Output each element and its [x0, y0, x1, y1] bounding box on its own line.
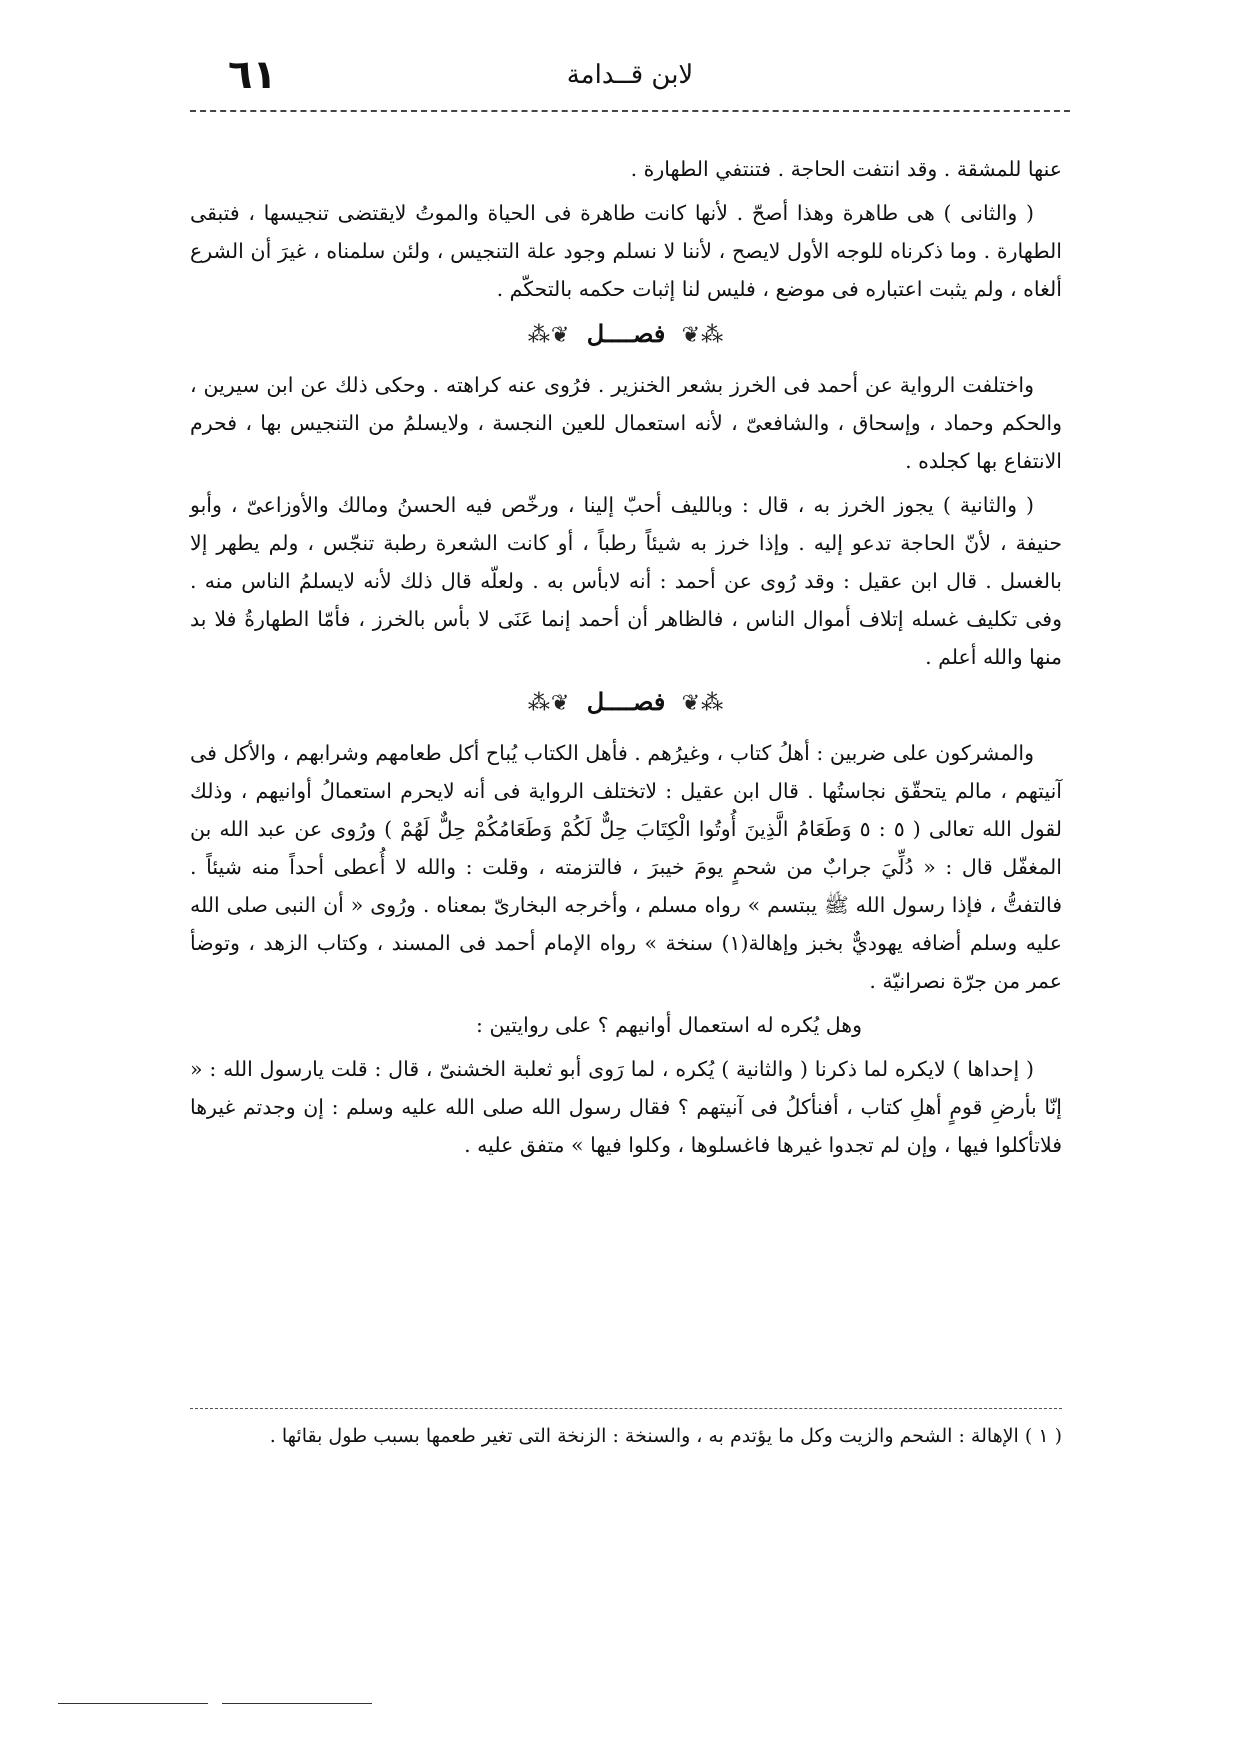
ornament-icon: ⁂❦ [681, 323, 725, 348]
section-heading-label: فصــــل [586, 687, 666, 716]
running-title: لابن قــدامة [566, 60, 694, 90]
section-heading-1 [190, 314, 1062, 356]
ornament-icon: ❦⁂ [527, 323, 571, 348]
page-header [190, 50, 1070, 114]
bottom-rule [222, 1703, 372, 1704]
footnote-rule [190, 1408, 1062, 1409]
paragraph-1: عنها للمشقة . وقد انتفت الحاجة . فتنتفي الطهارة . [630, 157, 1062, 181]
section-heading-2 [190, 682, 1062, 724]
page-number: ٦١ [228, 52, 277, 98]
paragraph-5: والمشركون على ضربين : أهلُ كتاب ، وغيرُهم . فأهل الكتاب يُباح أكل طعامهم وشرابهم ، والأكل فى آنيتهم ، مالم يتحقّق نجاستُها . قال ابن عقيل : لاتختلف الرواية فى أنه لايحرم استعمالُ أوانيهم ، وذلك لقول الله تعالى ( ٥ : ٥ وَطَعَامُ الَّذِينَ أُوتُوا الْكِتَابَ حِلٌّ لَكُمْ وَطَعَامُكُمْ حِلٌّ لَهُمْ ) ورُوى عن عبد الله بن المغفّل قال : « دُلِّيَ جرابٌ من شحمٍ يومَ خيبرَ ، فالتزمته ، وقلت : والله لا أُعطى أحداً منه شيئاً . فالتفتُّ ، فإذا رسول الله ﷺ يبتسم » رواه مسلم ، وأخرجه البخارىّ بمعناه . ورُوى « أن النبى صلى الله عليه وسلم أضافه يهوديٌّ بخبز وإهالة(١) سنخة » رواه الإمام أحمد فى المسند ، وكتاب الزهد ، وتوضأ عمر من جرّة نصرانيّة . [190, 741, 1062, 993]
footnote [190, 1418, 1062, 1454]
paragraph-3: واختلفت الرواية عن أحمد فى الخرز بشعر الخنزير . فرُوى عنه كراهته . وحكى ذلك عن ابن سيرين ، والحكم وحماد ، وإسحاق ، والشافعىّ ، لأنه استعمال للعين النجسة ، ولايسلمُ من التنجيس بها ، فحرم الانتفاع بها كجلده . [190, 373, 1062, 473]
footnote-text: ( ١ ) الإهالة : الشحم والزيت وكل ما يؤتدم به ، والسنخة : الزنخة التى تغير طعمها بسبب طول بقائها . [269, 1425, 1062, 1447]
section-heading-label: فصــــل [586, 319, 666, 348]
paragraph-2: ( والثانى ) هى طاهرة وهذا أصحّ . لأنها كانت طاهرة فى الحياة والموتُ لايقتضى تنجيسها ، فتبقى الطهارة . وما ذكرناه للوجه الأول لايصح ، لأننا لا نسلم وجود علة التنجيس ، ولئن سلمناه ، غيرَ أن الشرع ألغاه ، ولم يثبت اعتباره فى موضع ، فليس لنا إثبات حكمه بالتحكّم . [190, 201, 1062, 301]
paragraph-7: ( إحداها ) لايكره لما ذكرنا ( والثانية ) يُكره ، لما رَوى أبو ثعلبة الخشنىّ ، قال : قلت يارسول الله : « إنّا بأرضِ قومٍ أهلِ كتاب ، أفنأكلُ فى آنيتهم ؟ فقال رسول الله صلى الله عليه وسلم : إن وجدتم غيرها فلاتأكلوا فيها ، وإن لم تجدوا غيرها فاغسلوها ، وكلوا فيها » متفق عليه . [190, 1057, 1062, 1157]
paragraph-6: وهل يُكره له استعمال أوانيهم ؟ على روايتين : [476, 1013, 862, 1037]
header-rule [190, 110, 1070, 112]
bottom-rule [58, 1703, 208, 1704]
ornament-icon: ⁂❦ [681, 691, 725, 716]
paragraph-4: ( والثانية ) يجوز الخرز به ، قال : وبالليف أحبّ إلينا ، ورخّص فيه الحسنُ ومالك والأوزاعىّ ، وأبو حنيفة ، لأنّ الحاجة تدعو إليه . وإذا خرز به شيئاً رطباً ، أو كانت الشعرة رطبة تنجّس ، ولم يطهر إلا بالغسل . قال ابن عقيل : وقد رُوى عن أحمد : أنه لابأس به . ولعلّه قال ذلك لأنه لايسلمُ الناس منه . وفى تكليف غسله إتلاف أموال الناس ، فالظاهر أن أحمد إنما عَنَى لا بأس بالخرز ، فأمّا الطهارةُ فلا بد منها والله أعلم . [190, 493, 1062, 669]
body-text [190, 150, 1062, 1170]
ornament-icon: ❦⁂ [527, 691, 571, 716]
